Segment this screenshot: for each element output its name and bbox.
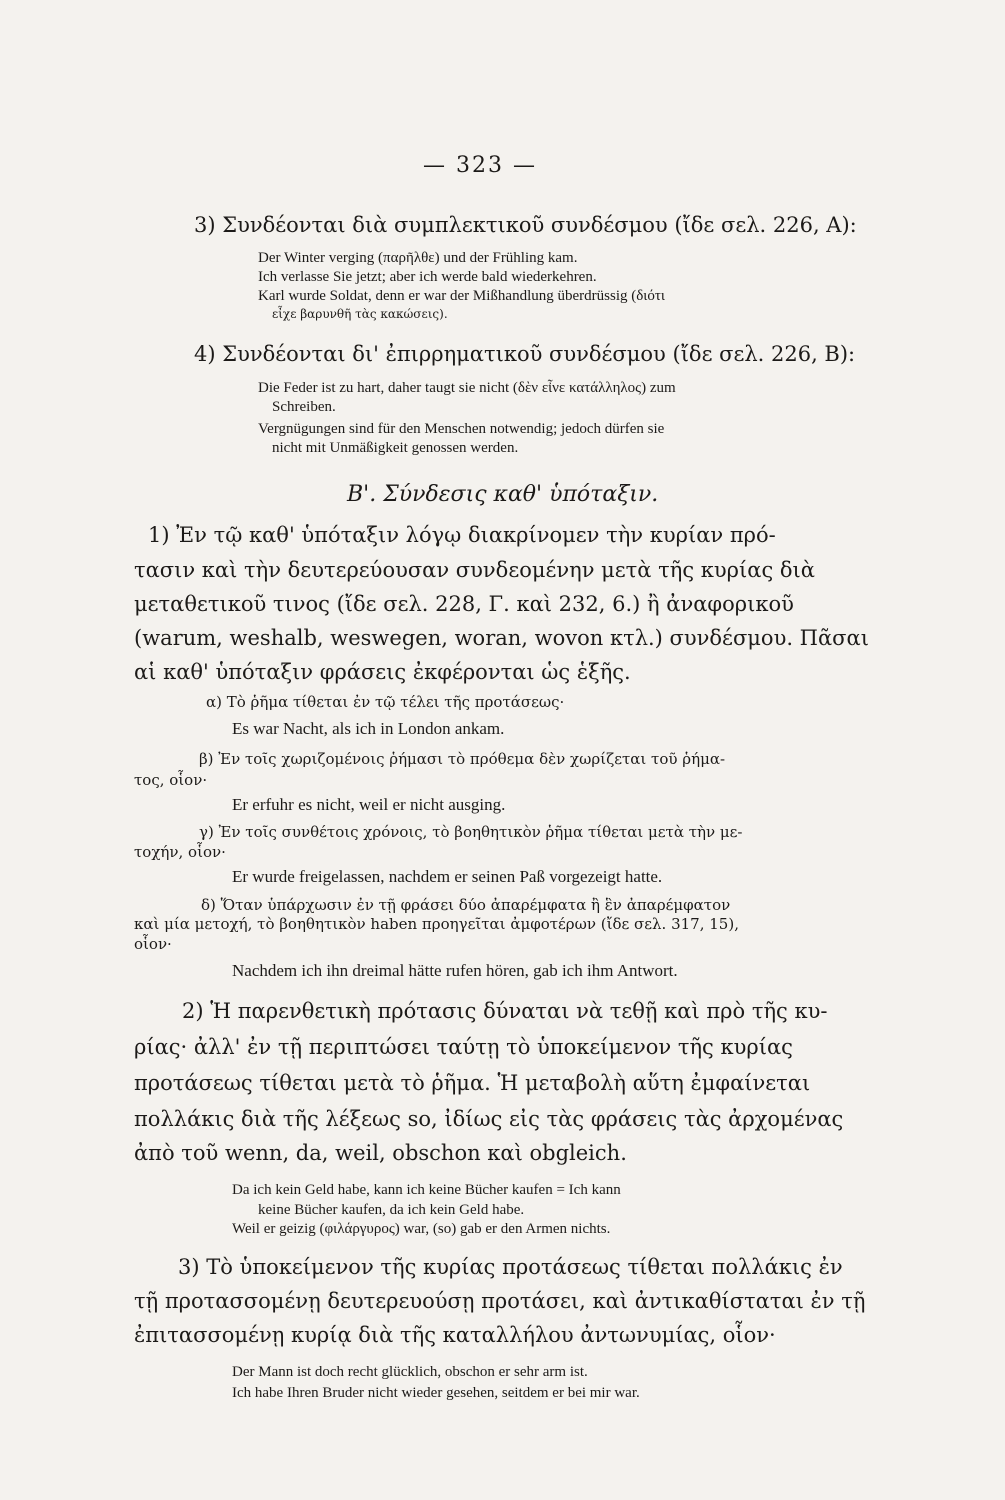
p3-line-2: τῇ προτασσομένῃ δευτερευούσῃ προτάσει, καὶ ἀντικαθίσταται ἐν τῇ: [134, 1289, 866, 1313]
sec3-example-1: Der Winter verging (παρῆλθε) und der Frühling kam.: [258, 250, 578, 266]
sec3-heading: 3) Συνδέονται διὰ συμπλεκτικοῦ συνδέσμου (ἴδε σελ. 226, Α):: [194, 213, 857, 237]
sec3-example-3b: εἶχε βαρυνθῆ τὰς κακώσεις).: [272, 307, 448, 321]
p1-line-1: 1) Ἐν τῷ καθ' ὑπόταξιν λόγῳ διακρίνομεν τὴν κυρίαν πρό-: [148, 523, 776, 547]
sec4-heading: 4) Συνδέονται δι' ἐπιρρηματικοῦ συνδέσμου (ἴδε σελ. 226, Β):: [194, 342, 856, 366]
p2-example-2: Weil er geizig (φιλάργυρος) war, (so) gab er den Armen nichts.: [232, 1221, 611, 1237]
rule-d-line-2: καὶ μία μετοχή, τὸ βοηθητικὸν haben προηγεῖται ἀμφοτέρων (ἴδε σελ. 317, 15),: [134, 915, 739, 933]
p1-line-2: τασιν καὶ τὴν δευτερεύουσαν συνδεομένην μετὰ τῆς κυρίας διὰ: [134, 558, 815, 582]
p2-line-1: 2) Ἡ παρενθετικὴ πρότασις δύναται νὰ τεθῇ καὶ πρὸ τῆς κυ-: [182, 999, 828, 1023]
p2-line-4: πολλάκις διὰ τῆς λέξεως so, ἰδίως εἰς τὰς φράσεις τὰς ἀρχομένας: [134, 1107, 844, 1131]
sec4-example-2b: nicht mit Unmäßigkeit genossen werden.: [272, 440, 519, 456]
rule-d-example: Nachdem ich ihn dreimal hätte rufen hören, gab ich ihm Antwort.: [232, 961, 678, 980]
rule-d-line-3: οἷον·: [134, 935, 172, 953]
rule-c-line-1: γ) Ἐν τοῖς συνθέτοις χρόνοις, τὸ βοηθητικὸν ῥῆμα τίθεται μετὰ τὴν με-: [199, 823, 743, 841]
p2-example-1b: keine Bücher kaufen, da ich kein Geld habe.: [258, 1202, 525, 1218]
rule-b-line-1: β) Ἐν τοῖς χωριζομένοις ῥήμασι τὸ πρόθεμα δὲν χωρίζεται τοῦ ῥήμα-: [199, 750, 726, 768]
sec3-example-3a: Karl wurde Soldat, denn er war der Mißhandlung überdrüssig (διότι: [258, 288, 665, 304]
rule-b-line-2: τος, οἷον·: [134, 771, 208, 789]
p3-line-1: 3) Τὸ ὑποκείμενον τῆς κυρίας προτάσεως τίθεται πολλάκις ἐν: [178, 1255, 843, 1279]
sec4-example-2a: Vergnügungen sind für den Menschen notwendig; jedoch dürfen sie: [258, 421, 665, 437]
p1-line-5: αἱ καθ' ὑπόταξιν φράσεις ἐκφέρονται ὡς ἑξῆς.: [134, 660, 631, 684]
rule-a-example: Es war Nacht, als ich in London ankam.: [232, 719, 505, 738]
page-number: — 323 —: [423, 153, 537, 178]
section-b-title: Β'. Σύνδεσις καθ' ὑπόταξιν.: [347, 482, 659, 507]
p1-line-3: μεταθετικοῦ τινος (ἴδε σελ. 228, Γ. καὶ 232, 6.) ἢ ἀναφορικοῦ: [134, 592, 794, 616]
rule-c-line-2: τοχήν, οἷον·: [134, 843, 226, 861]
p3-example-1: Der Mann ist doch recht glücklich, obschon er sehr arm ist.: [232, 1364, 588, 1380]
sec4-example-1b: Schreiben.: [272, 399, 336, 415]
rule-d-line-1: δ) Ὅταν ὑπάρχωσιν ἐν τῇ φράσει δύο ἀπαρέμφατα ἢ ἓν ἀπαρέμφατον: [201, 896, 731, 914]
p2-line-5: ἀπὸ τοῦ wenn, da, weil, obschon καὶ obgleich.: [134, 1141, 627, 1165]
p2-line-2: ρίας· ἀλλ' ἐν τῇ περιπτώσει ταύτῃ τὸ ὑποκείμενον τῆς κυρίας: [134, 1035, 793, 1059]
rule-a: α) Τὸ ῥῆμα τίθεται ἐν τῷ τέλει τῆς προτάσεως·: [206, 693, 565, 711]
p3-line-3: ἐπιτασσομένῃ κυρίᾳ διὰ τῆς καταλλήλου ἀντωνυμίας, οἷον·: [134, 1323, 776, 1347]
rule-b-example: Er erfuhr es nicht, weil er nicht ausging.: [232, 795, 506, 814]
sec4-example-1a: Die Feder ist zu hart, daher taugt sie nicht (δὲν εἶνε κατάλληλος) zum: [258, 380, 676, 396]
p3-example-2: Ich habe Ihren Bruder nicht wieder gesehen, seitdem er bei mir war.: [232, 1385, 640, 1401]
rule-c-example: Er wurde freigelassen, nachdem er seinen Paß vorgezeigt hatte.: [232, 867, 663, 886]
sec3-example-2: Ich verlasse Sie jetzt; aber ich werde bald wiederkehren.: [258, 269, 597, 285]
p1-line-4: (warum, weshalb, weswegen, woran, wovon κτλ.) συνδέσμου. Πᾶσαι: [134, 626, 869, 650]
p2-line-3: προτάσεως τίθεται μετὰ τὸ ῥῆμα. Ἡ μεταβολὴ αὕτη ἐμφαίνεται: [134, 1071, 811, 1095]
p2-example-1a: Da ich kein Geld habe, kann ich keine Bücher kaufen = Ich kann: [232, 1182, 621, 1198]
